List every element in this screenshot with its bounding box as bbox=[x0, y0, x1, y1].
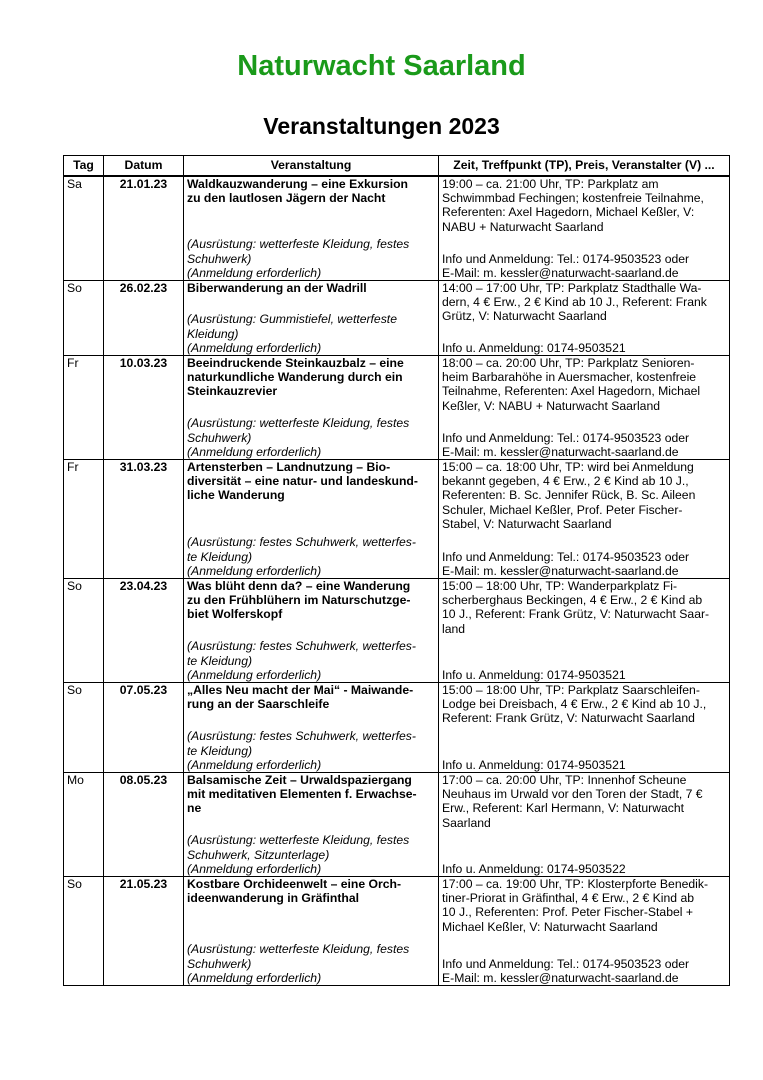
event-note-line: te Kleidung) bbox=[187, 743, 253, 758]
event-detail-line: 14:00 – 17:00 Uhr, TP: Parkplatz Stadthalle Wa- bbox=[442, 281, 702, 295]
event-note-line: (Ausrüstung: wetterfeste Kleidung, festes bbox=[187, 942, 410, 957]
cell-datum: 31.03.23 bbox=[104, 460, 184, 579]
event-notes bbox=[187, 833, 435, 876]
event-title bbox=[187, 177, 435, 205]
event-title-line: mit meditativen Elementen f. Erwachse- bbox=[187, 787, 417, 802]
event-detail-line: 19:00 – ca. 21:00 Uhr, TP: Parkplatz am bbox=[442, 177, 659, 191]
cell-tag: So bbox=[64, 579, 104, 683]
event-title-line: Waldkauzwanderung – eine Exkursion bbox=[187, 177, 409, 191]
event-title-line: biet Wolferskopf bbox=[187, 607, 283, 622]
event-details bbox=[442, 177, 726, 234]
event-title bbox=[187, 356, 435, 399]
event-detail-line: Saarland bbox=[442, 815, 491, 830]
event-contact bbox=[442, 431, 726, 459]
table-row bbox=[64, 877, 730, 986]
cell-veranstaltung bbox=[184, 281, 439, 356]
cell-tag: So bbox=[64, 683, 104, 773]
event-contact bbox=[442, 550, 726, 578]
cell-tag: Mo bbox=[64, 773, 104, 877]
event-note-line: (Anmeldung erforderlich) bbox=[187, 265, 322, 280]
event-detail-line: land bbox=[442, 621, 466, 636]
event-details bbox=[442, 683, 726, 726]
event-note-line: (Ausrüstung: festes Schuhwerk, wetterfes- bbox=[187, 729, 416, 744]
event-title-line: diversität – eine natur- und landeskund- bbox=[187, 474, 418, 489]
event-contact bbox=[442, 862, 726, 876]
cell-details bbox=[439, 356, 730, 460]
event-details bbox=[442, 356, 726, 413]
column-header-veranstaltung: Veranstaltung bbox=[184, 156, 439, 177]
table-row bbox=[64, 683, 730, 773]
cell-veranstaltung bbox=[184, 877, 439, 986]
table-row bbox=[64, 579, 730, 683]
table-row bbox=[64, 356, 730, 460]
event-note-line: (Anmeldung erforderlich) bbox=[187, 667, 322, 682]
event-title bbox=[187, 460, 435, 503]
event-notes bbox=[187, 237, 435, 280]
event-title-line: ne bbox=[187, 801, 202, 816]
event-notes bbox=[187, 416, 435, 459]
event-title-line: Steinkauzrevier bbox=[187, 384, 278, 399]
cell-tag: Fr bbox=[64, 356, 104, 460]
event-note-line: (Anmeldung erforderlich) bbox=[187, 970, 322, 985]
cell-details bbox=[439, 460, 730, 579]
event-contact bbox=[442, 341, 726, 355]
cell-veranstaltung bbox=[184, 683, 439, 773]
event-detail-line: Neuhaus im Urwald vor den Toren der Stadt, 7 € bbox=[442, 787, 703, 802]
event-note-line: (Ausrüstung: wetterfeste Kleidung, festes bbox=[187, 416, 410, 431]
document-title: Veranstaltungen 2023 bbox=[263, 113, 500, 139]
cell-veranstaltung bbox=[184, 176, 439, 281]
event-note-line: te Kleidung) bbox=[187, 653, 253, 668]
event-title bbox=[187, 773, 435, 816]
organization-title: Naturwacht Saarland bbox=[237, 50, 526, 82]
event-detail-line: 10 J., Referenten: Prof. Peter Fischer-Stabel + bbox=[442, 905, 693, 920]
event-note-line: (Anmeldung erforderlich) bbox=[187, 444, 322, 459]
cell-details bbox=[439, 877, 730, 986]
event-detail-line: 17:00 – ca. 20:00 Uhr, TP: Innenhof Scheune bbox=[442, 773, 687, 787]
event-detail-line: Michael Keßler, V: Naturwacht Saarland bbox=[442, 919, 658, 934]
event-title-line: „Alles Neu macht der Mai“ - Maiwande- bbox=[187, 683, 414, 697]
table-row bbox=[64, 460, 730, 579]
event-title-line: zu den Frühblühern im Naturschutzge- bbox=[187, 593, 411, 608]
event-note-line: (Anmeldung erforderlich) bbox=[187, 757, 322, 772]
event-contact-line: E-Mail: m. kessler@naturwacht-saarland.de bbox=[442, 265, 679, 280]
cell-datum: 26.02.23 bbox=[104, 281, 184, 356]
cell-datum: 10.03.23 bbox=[104, 356, 184, 460]
event-contact-line: Info und Anmeldung: Tel.: 0174-9503523 oder bbox=[442, 549, 690, 564]
event-details bbox=[442, 579, 726, 636]
event-detail-line: 15:00 – 18:00 Uhr, TP: Parkplatz Saarschleifen- bbox=[442, 683, 700, 697]
event-contact-line: Info u. Anmeldung: 0174-9503521 bbox=[442, 340, 626, 355]
cell-details bbox=[439, 281, 730, 356]
event-note-line: (Ausrüstung: wetterfeste Kleidung, festes bbox=[187, 237, 410, 252]
event-contact bbox=[442, 957, 726, 985]
event-title-line: naturkundliche Wanderung durch ein bbox=[187, 370, 403, 385]
event-detail-line: 18:00 – ca. 20:00 Uhr, TP: Parkplatz Senioren- bbox=[442, 356, 695, 370]
event-contact-line: E-Mail: m. kessler@naturwacht-saarland.de bbox=[442, 970, 679, 985]
event-detail-line: dern, 4 € Erw., 2 € Kind ab 10 J., Referent: Frank bbox=[442, 295, 707, 310]
column-header-tag: Tag bbox=[64, 156, 104, 177]
table-row bbox=[64, 773, 730, 877]
column-header-details: Zeit, Treffpunkt (TP), Preis, Veranstalter (V) ... bbox=[439, 156, 730, 177]
event-note-line: Schuhwerk) bbox=[187, 956, 252, 971]
event-notes bbox=[187, 535, 435, 578]
event-detail-line: Referenten: Axel Hagedorn, Michael Keßler, V: bbox=[442, 205, 695, 220]
event-title-line: Biberwanderung an der Wadrill bbox=[187, 281, 367, 295]
cell-tag: So bbox=[64, 877, 104, 986]
cell-datum: 23.04.23 bbox=[104, 579, 184, 683]
event-note-line: te Kleidung) bbox=[187, 549, 253, 564]
event-title-line: ideenwanderung in Gräfinthal bbox=[187, 891, 359, 906]
event-detail-line: 15:00 – 18:00 Uhr, TP: Wanderparkplatz Fi- bbox=[442, 579, 678, 593]
event-note-line: (Ausrüstung: festes Schuhwerk, wetterfes- bbox=[187, 639, 416, 654]
event-detail-line: Referent: Frank Grütz, V: Naturwacht Saarland bbox=[442, 711, 695, 726]
event-contact-line: Info und Anmeldung: Tel.: 0174-9503523 oder bbox=[442, 251, 690, 266]
table-row bbox=[64, 281, 730, 356]
event-contact bbox=[442, 758, 726, 772]
event-notes bbox=[187, 942, 435, 985]
event-detail-line: 17:00 – ca. 19:00 Uhr, TP: Klosterpforte Benedik- bbox=[442, 877, 709, 891]
table-body bbox=[64, 176, 730, 986]
table-header-row bbox=[64, 156, 730, 177]
event-contact-line: Info u. Anmeldung: 0174-9503522 bbox=[442, 861, 626, 876]
event-note-line: (Anmeldung erforderlich) bbox=[187, 340, 322, 355]
event-title-line: Artensterben – Landnutzung – Bio- bbox=[187, 460, 391, 474]
cell-datum: 21.01.23 bbox=[104, 176, 184, 281]
event-note-line: (Ausrüstung: wetterfeste Kleidung, festes bbox=[187, 833, 410, 848]
cell-tag: Fr bbox=[64, 460, 104, 579]
event-detail-line: Erw., Referent: Karl Hermann, V: Naturwacht bbox=[442, 801, 685, 816]
event-note-line: (Anmeldung erforderlich) bbox=[187, 563, 322, 578]
event-details bbox=[442, 281, 726, 324]
event-title bbox=[187, 281, 435, 295]
event-contact-line: E-Mail: m. kessler@naturwacht-saarland.de bbox=[442, 563, 679, 578]
event-detail-line: 15:00 – ca. 18:00 Uhr, TP: wird bei Anmeldung bbox=[442, 460, 694, 474]
event-title-line: liche Wanderung bbox=[187, 488, 285, 503]
event-detail-line: Referenten: B. Sc. Jennifer Rück, B. Sc. Aileen bbox=[442, 488, 696, 503]
cell-details bbox=[439, 176, 730, 281]
cell-veranstaltung bbox=[184, 460, 439, 579]
event-detail-line: Teilnahme, Referenten: Axel Hagedorn, Michael bbox=[442, 384, 701, 399]
event-title-line: zu den lautlosen Jägern der Nacht bbox=[187, 191, 386, 206]
event-detail-line: Lodge bei Dreisbach, 4 € Erw., 2 € Kind ab 10 J., bbox=[442, 697, 707, 712]
event-title-line: rung an der Saarschleife bbox=[187, 697, 330, 712]
event-note-line: Kleidung) bbox=[187, 326, 239, 341]
event-detail-line: NABU + Naturwacht Saarland bbox=[442, 219, 604, 234]
event-title bbox=[187, 579, 435, 622]
event-contact bbox=[442, 252, 726, 280]
event-detail-line: 10 J., Referent: Frank Grütz, V: Naturwacht Saar- bbox=[442, 607, 710, 622]
cell-veranstaltung bbox=[184, 579, 439, 683]
event-detail-line: heim Barbarahöhe in Auersmacher, kostenfreie bbox=[442, 370, 697, 385]
event-detail-line: scherberghaus Beckingen, 4 € Erw., 2 € Kind ab bbox=[442, 593, 703, 608]
cell-tag: So bbox=[64, 281, 104, 356]
event-contact bbox=[442, 668, 726, 682]
event-detail-line: Stabel, V: Naturwacht Saarland bbox=[442, 516, 612, 531]
event-contact-line: Info und Anmeldung: Tel.: 0174-9503523 oder bbox=[442, 956, 690, 971]
cell-details bbox=[439, 579, 730, 683]
cell-datum: 21.05.23 bbox=[104, 877, 184, 986]
event-title-line: Was blüht denn da? – eine Wanderung bbox=[187, 579, 411, 593]
cell-details bbox=[439, 683, 730, 773]
cell-details bbox=[439, 773, 730, 877]
column-header-datum: Datum bbox=[104, 156, 184, 177]
event-notes bbox=[187, 639, 435, 682]
event-detail-line: Grütz, V: Naturwacht Saarland bbox=[442, 309, 607, 324]
event-detail-line: tiner-Priorat in Gräfinthal, 4 € Erw., 2 € Kind ab bbox=[442, 891, 694, 906]
event-detail-line: Schuler, Michael Keßler, Prof. Peter Fischer- bbox=[442, 502, 683, 517]
event-note-line: Schuhwerk) bbox=[187, 251, 252, 266]
cell-datum: 07.05.23 bbox=[104, 683, 184, 773]
event-details bbox=[442, 773, 726, 830]
cell-datum: 08.05.23 bbox=[104, 773, 184, 877]
event-detail-line: Keßler, V: NABU + Naturwacht Saarland bbox=[442, 398, 661, 413]
event-details bbox=[442, 877, 726, 934]
events-table bbox=[63, 155, 730, 986]
table-row bbox=[64, 176, 730, 281]
event-contact-line: Info u. Anmeldung: 0174-9503521 bbox=[442, 667, 626, 682]
cell-tag: Sa bbox=[64, 176, 104, 281]
event-note-line: Schuhwerk, Sitzunterlage) bbox=[187, 847, 330, 862]
cell-veranstaltung bbox=[184, 356, 439, 460]
event-title-line: Beeindruckende Steinkauzbalz – eine bbox=[187, 356, 404, 370]
event-note-line: (Ausrüstung: Gummistiefel, wetterfeste bbox=[187, 312, 397, 327]
event-contact-line: Info u. Anmeldung: 0174-9503521 bbox=[442, 757, 626, 772]
event-details bbox=[442, 460, 726, 531]
event-title-line: Kostbare Orchideenwelt – eine Orch- bbox=[187, 877, 402, 891]
event-detail-line: bekannt gegeben, 4 € Erw., 2 € Kind ab 10 J., bbox=[442, 474, 689, 489]
event-note-line: (Ausrüstung: festes Schuhwerk, wetterfes- bbox=[187, 535, 416, 550]
event-note-line: Schuhwerk) bbox=[187, 430, 252, 445]
event-title bbox=[187, 877, 435, 905]
event-detail-line: Schwimmbad Fechingen; kostenfreie Teilnahme, bbox=[442, 191, 704, 206]
event-title-line: Balsamische Zeit – Urwaldspaziergang bbox=[187, 773, 412, 787]
event-contact-line: E-Mail: m. kessler@naturwacht-saarland.de bbox=[442, 444, 679, 459]
event-contact-line: Info und Anmeldung: Tel.: 0174-9503523 oder bbox=[442, 430, 690, 445]
cell-veranstaltung bbox=[184, 773, 439, 877]
event-notes bbox=[187, 312, 435, 355]
event-title bbox=[187, 683, 435, 711]
event-note-line: (Anmeldung erforderlich) bbox=[187, 861, 322, 876]
event-notes bbox=[187, 729, 435, 772]
